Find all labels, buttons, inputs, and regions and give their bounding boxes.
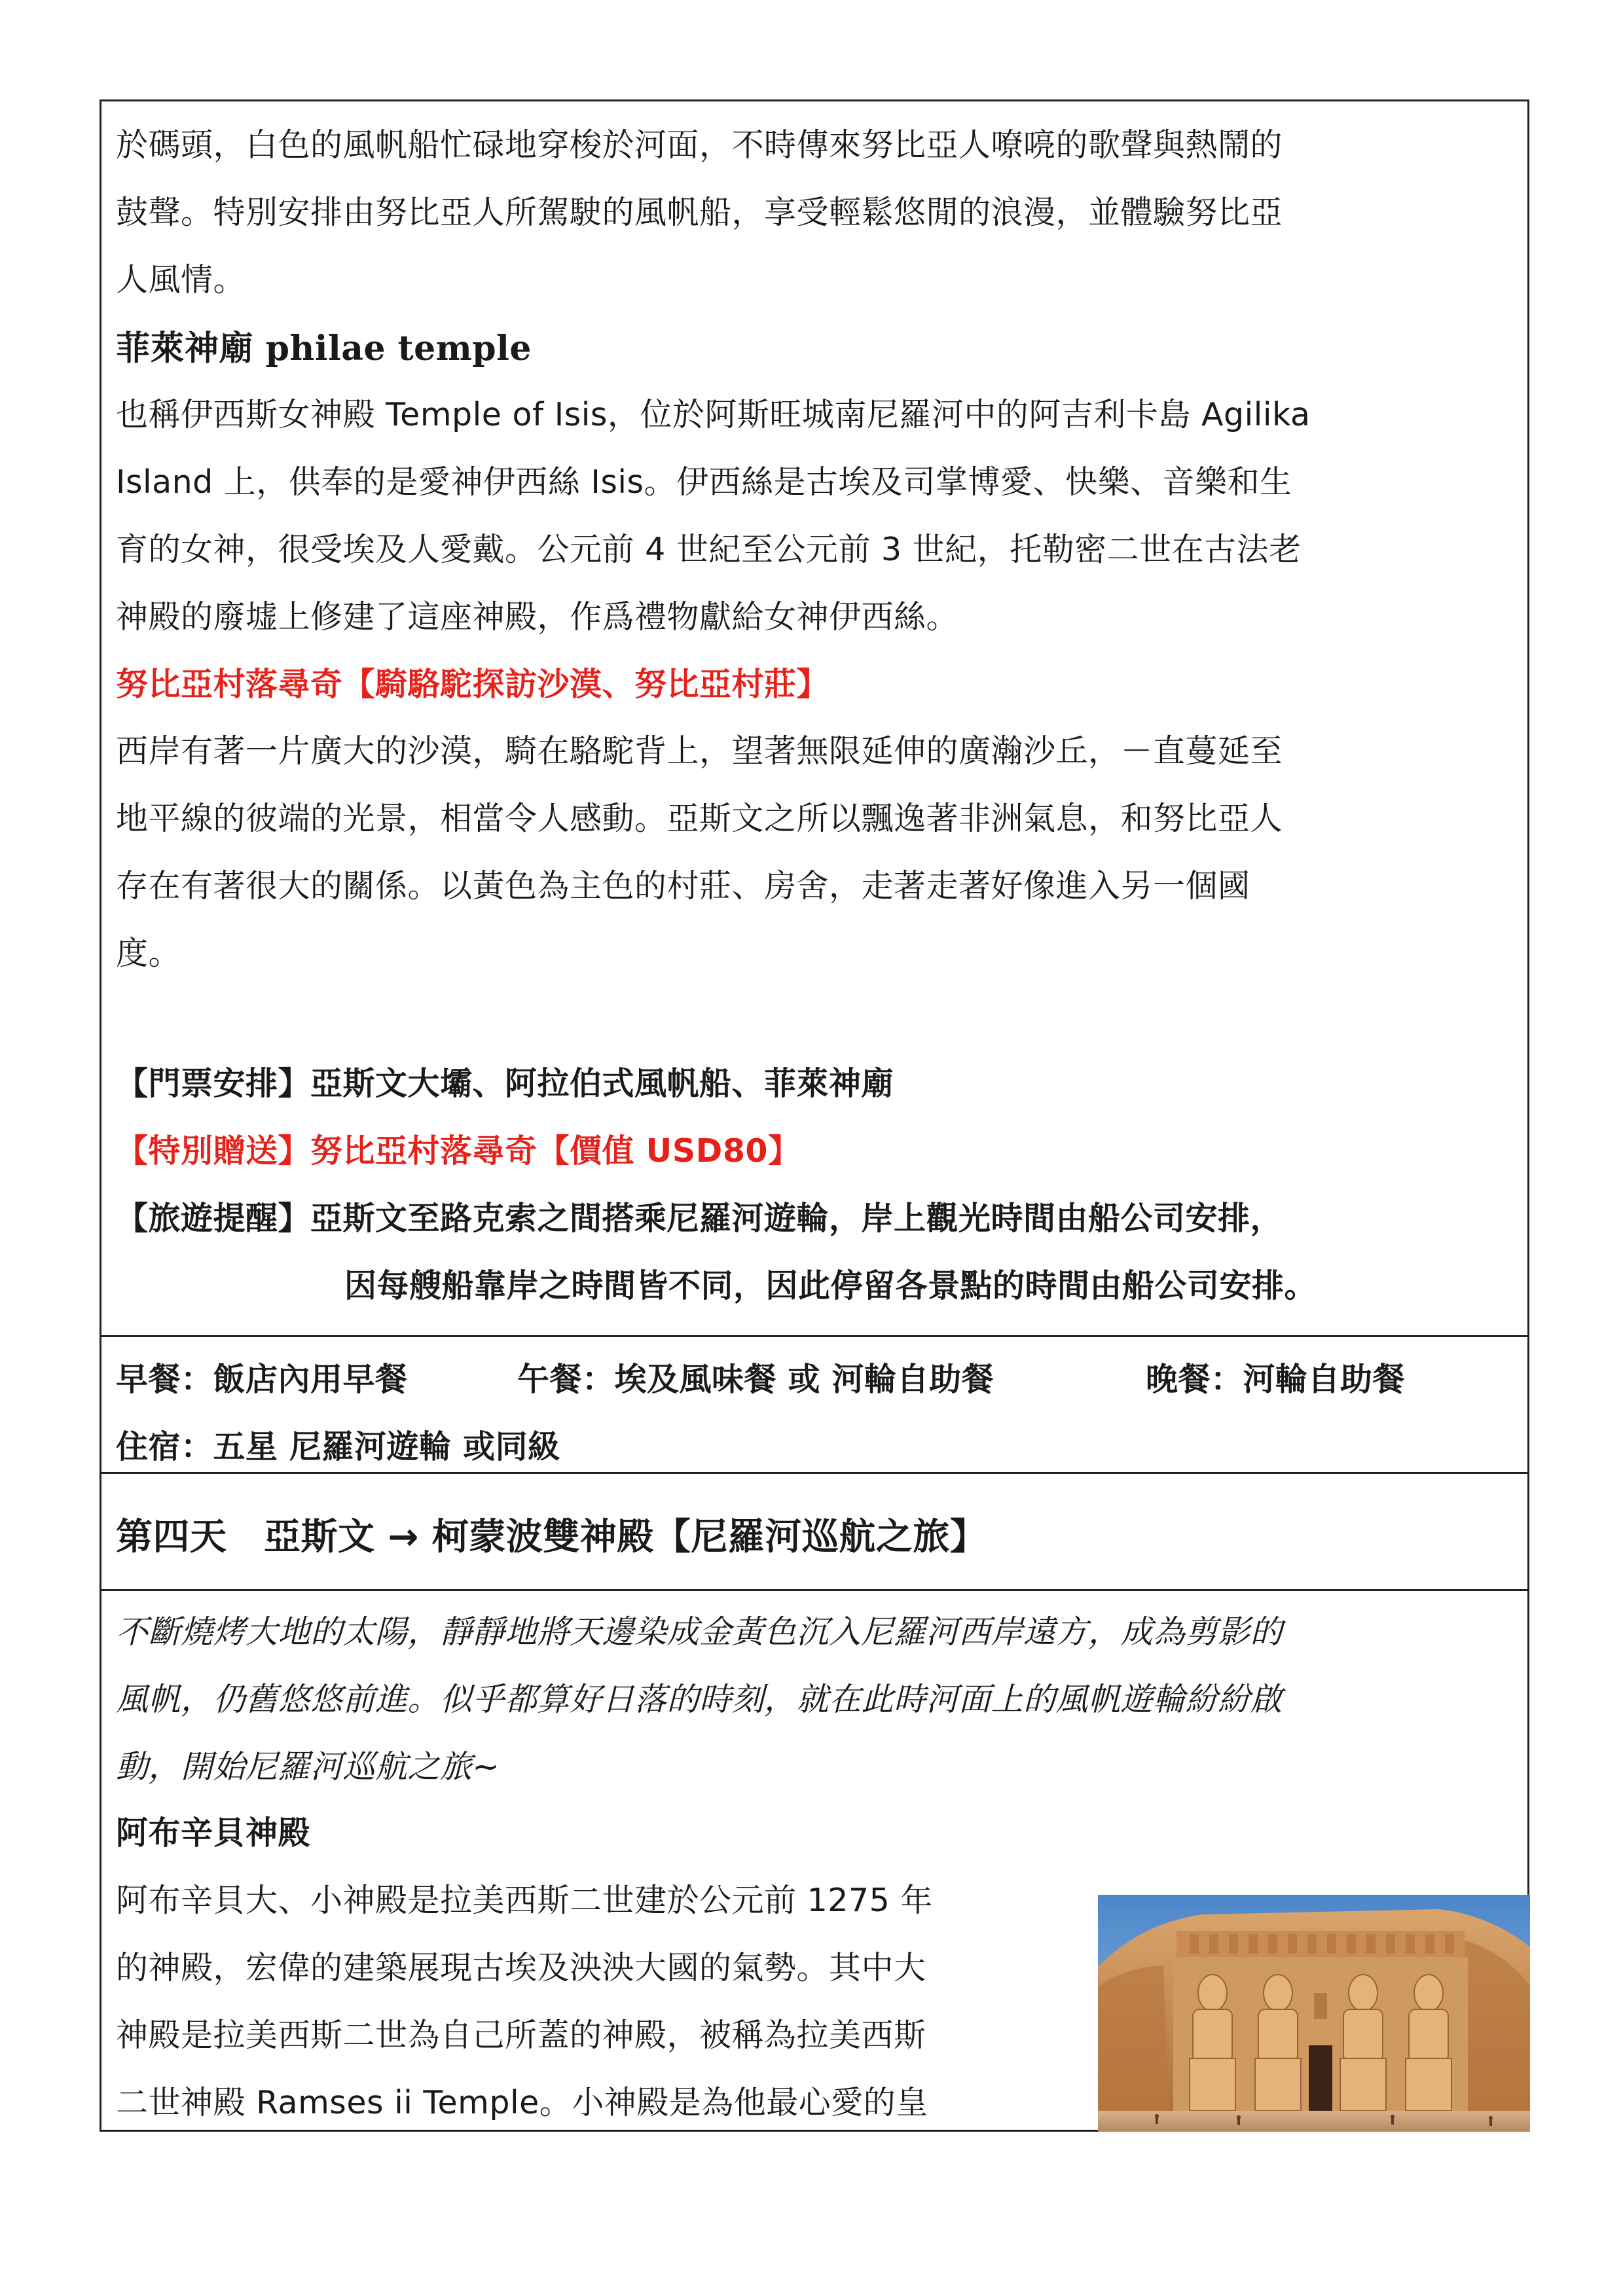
day4-header (101, 1474, 1527, 1589)
abu-simbel-line: 的神殿，宏偉的建築展現古埃及泱泱大國的氣勢。其中大 (116, 1949, 926, 1986)
reminder-note-continued: 因每艘船靠岸之時間皆不同，因此停留各景點的時間由船公司安排。 (344, 1267, 1317, 1304)
philae-heading: 菲萊神廟 philae temple (116, 329, 532, 368)
abu-simbel-heading: 阿布辛貝神殿 (116, 1814, 311, 1852)
abu-simbel-line: 神殿是拉美西斯二世為自己所蓋的神殿，被稱為拉美西斯 (116, 2017, 926, 2054)
meals-lodging (101, 1337, 1527, 1472)
nubia-line: 存在有著很大的關係。以黃色為主色的村莊、房舍，走著走著好像進入另一個國 (116, 867, 1250, 905)
intro-line: 人風情。 (116, 261, 246, 298)
nubia-heading: 努比亞村落尋奇【騎駱駝探訪沙漠、努比亞村莊】 (116, 666, 830, 703)
lodging: 住宿：五星 尼羅河遊輪 或同級 (116, 1428, 560, 1465)
nubia-line: 西岸有著一片廣大的沙漠，騎在駱駝背上，望著無限延伸的廣瀚沙丘，－直蔓延至 (116, 732, 1283, 770)
philae-line: Island 上，供奉的是愛神伊西絲 Isis。伊西絲是古埃及司掌博愛、快樂、音樂和生 (116, 463, 1292, 501)
day4-title: 第四天 亞斯文 → 柯蒙波雙神殿【尼羅河巡航之旅】 (116, 1516, 987, 1558)
day4-intro-line: 動，開始尼羅河巡航之旅~ (116, 1748, 500, 1785)
lunch: 午餐：埃及風味餐 或 河輪自助餐 (517, 1361, 994, 1398)
breakfast: 早餐：飯店內用早餐 (116, 1361, 408, 1398)
philae-line: 也稱伊西斯女神殿 Temple of Isis，位於阿斯旺城南尼羅河中的阿吉利卡島 Agilika (116, 396, 1311, 433)
abu-simbel-temple-photo (1098, 1895, 1530, 2132)
abu-simbel-line: 二世神殿 Ramses ii Temple。小神殿是為他最心愛的皇 (116, 2084, 928, 2121)
philae-line: 育的女神，很受埃及人愛戴。公元前 4 世紀至公元前 3 世紀，托勒密二世在古法老 (116, 531, 1302, 568)
intro-line: 於碼頭，白色的風帆船忙碌地穿梭於河面，不時傳來努比亞人嘹喨的歌聲與熱鬧的 (116, 126, 1283, 164)
dinner: 晚餐：河輪自助餐 (1146, 1361, 1406, 1398)
day3-description (101, 101, 1527, 1335)
nubia-line: 度。 (116, 935, 181, 972)
philae-line: 神殿的廢墟上修建了這座神殿，作爲禮物獻給女神伊西絲。 (116, 598, 959, 636)
nubia-line: 地平線的彼端的光景，相當令人感動。亞斯文之所以飄逸著非洲氣息，和努比亞人 (116, 800, 1283, 837)
reminder-note: 【旅遊提醒】亞斯文至路克索之間搭乘尼羅河遊輪，岸上觀光時間由船公司安排， (116, 1200, 1283, 1237)
gift-note: 【特別贈送】努比亞村落尋奇【價值 USD80】 (116, 1132, 801, 1170)
day4-intro-line: 不斷燒烤大地的太陽，靜靜地將天邊染成金黃色沉入尼羅河西岸遠方，成為剪影的 (116, 1613, 1283, 1651)
intro-line: 鼓聲。特別安排由努比亞人所駕駛的風帆船，享受輕鬆悠閒的浪漫，並體驗努比亞 (116, 194, 1283, 231)
day4-intro-line: 風帆，仍舊悠悠前進。似乎都算好日落的時刻，就在此時河面上的風帆遊輪紛紛啟 (116, 1681, 1283, 1718)
itinerary-table (100, 99, 1529, 2132)
abu-simbel-line: 阿布辛貝大、小神殿是拉美西斯二世建於公元前 1275 年 (116, 1882, 933, 1919)
tickets-note: 【門票安排】亞斯文大壩、阿拉伯式風帆船、菲萊神廟 (116, 1065, 894, 1102)
